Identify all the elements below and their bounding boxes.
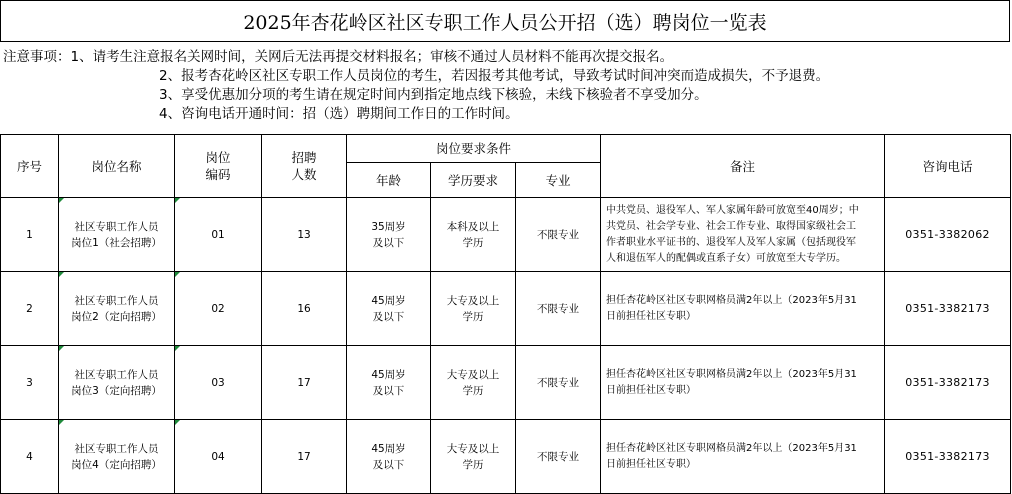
- header-remarks: 备注: [601, 135, 885, 198]
- cell-education: [431, 272, 516, 346]
- cell-education-line1: 大专及以上: [446, 294, 500, 307]
- header-count-line1: 招聘: [291, 150, 317, 165]
- cell-position-line1: 社区专职工作人员: [74, 442, 159, 455]
- cell-age-line1: 45周岁: [371, 368, 406, 381]
- cell-code: 01: [175, 198, 262, 272]
- cell-phone: 0351-3382173: [885, 420, 1011, 494]
- cell-phone: 0351-3382062: [885, 198, 1011, 272]
- header-count: [262, 135, 347, 198]
- cell-age-line1: 35周岁: [371, 220, 406, 233]
- table-row: [1, 272, 1011, 346]
- remark-line: 人和退伍军人的配偶或直系子女）可放宽至大专学历。: [606, 252, 847, 264]
- remark-line: 日前担任社区专职）: [606, 384, 697, 396]
- cell-position-line2: 岗位4（定向招聘）: [71, 458, 162, 471]
- notes-prefix: 注意事项：: [3, 49, 71, 65]
- header-requirements: 岗位要求条件: [347, 135, 601, 163]
- cell-education: [431, 198, 516, 272]
- cell-code: 03: [175, 346, 262, 420]
- table-row: [1, 420, 1011, 494]
- table-row: [1, 346, 1011, 420]
- cell-position-line2: 岗位3（定向招聘）: [71, 384, 162, 397]
- cell-seq: 4: [1, 420, 59, 494]
- cell-seq: 1: [1, 198, 59, 272]
- positions-table: [0, 134, 1011, 494]
- cell-position: [59, 346, 175, 420]
- cell-count: 17: [262, 420, 347, 494]
- header-seq: 序号: [1, 135, 59, 198]
- header-code: [175, 135, 262, 198]
- cell-major: 不限专业: [516, 420, 601, 494]
- header-education: 学历要求: [431, 163, 516, 198]
- cell-major: 不限专业: [516, 272, 601, 346]
- cell-age-line2: 及以下: [372, 236, 405, 249]
- header-phone: 咨询电话: [885, 135, 1011, 198]
- cell-phone: 0351-3382173: [885, 272, 1011, 346]
- cell-remarks: [601, 346, 885, 420]
- header-code-line2: 编码: [205, 167, 231, 182]
- cell-code: 04: [175, 420, 262, 494]
- cell-education-line1: 大专及以上: [446, 442, 500, 455]
- cell-major: 不限专业: [516, 198, 601, 272]
- remark-line: 担任杏花岭区社区专职网格员满2年以上（2023年5月31: [606, 294, 857, 306]
- cell-remarks: [601, 272, 885, 346]
- cell-education-line1: 本科及以上: [446, 220, 500, 233]
- cell-education: [431, 346, 516, 420]
- cell-major: 不限专业: [516, 346, 601, 420]
- cell-position-line1: 社区专职工作人员: [74, 368, 159, 381]
- header-position: 岗位名称: [59, 135, 175, 198]
- cell-position: [59, 198, 175, 272]
- cell-age-line1: 45周岁: [371, 442, 406, 455]
- cell-position-line1: 社区专职工作人员: [74, 294, 159, 307]
- cell-education-line2: 学历: [462, 310, 484, 323]
- cell-code: 02: [175, 272, 262, 346]
- cell-education-line1: 大专及以上: [446, 368, 500, 381]
- cell-age: [347, 346, 431, 420]
- header-code-line1: 岗位: [205, 150, 231, 165]
- note-line-1: [3, 48, 1008, 67]
- cell-age: [347, 420, 431, 494]
- cell-seq: 2: [1, 272, 59, 346]
- header-age: 年龄: [347, 163, 431, 198]
- header-count-line2: 人数: [291, 167, 317, 182]
- cell-age-line1: 45周岁: [371, 294, 406, 307]
- cell-age-line2: 及以下: [372, 458, 405, 471]
- cell-count: 17: [262, 346, 347, 420]
- note-item-1: 1、请考生注意报名关网时间，关网后无法再提交材料报名；审核不通过人员材料不能再次提交报名。: [70, 49, 674, 65]
- remark-line: 日前担任社区专职）: [606, 310, 697, 322]
- cell-age-line2: 及以下: [372, 310, 405, 323]
- cell-age-line2: 及以下: [372, 384, 405, 397]
- note-item-3: 3、享受优惠加分项的考生请在规定时间内到指定地点线下核验，未线下核验者不享受加分。: [159, 87, 708, 103]
- cell-remarks: [601, 198, 885, 272]
- remark-line: 作者职业水平证书的、退役军人及军人家属（包括现役军: [606, 236, 857, 248]
- remark-line: 担任杏花岭区社区专职网格员满2年以上（2023年5月31: [606, 368, 857, 380]
- cell-position-line1: 社区专职工作人员: [74, 220, 159, 233]
- remark-line: 中共党员、退役军人、军人家属年龄可放宽至40周岁；中: [606, 204, 859, 216]
- table-row: [1, 198, 1011, 272]
- note-item-2: 2、报考杏花岭区社区专职工作人员岗位的考生，若因报考其他考试，导致考试时间冲突而造成损失，不予退费。: [159, 68, 830, 84]
- cell-education-line2: 学历: [462, 458, 484, 471]
- cell-position-line2: 岗位2（定向招聘）: [71, 310, 162, 323]
- page-title: 2025年杏花岭区社区专职工作人员公开招（选）聘岗位一览表: [0, 0, 1010, 42]
- cell-age: [347, 198, 431, 272]
- cell-seq: 3: [1, 346, 59, 420]
- cell-age: [347, 272, 431, 346]
- remark-line: 担任杏花岭区社区专职网格员满2年以上（2023年5月31: [606, 442, 857, 454]
- cell-phone: 0351-3382173: [885, 346, 1011, 420]
- cell-position: [59, 420, 175, 494]
- cell-count: 16: [262, 272, 347, 346]
- cell-position: [59, 272, 175, 346]
- notes-section: [3, 48, 1008, 124]
- cell-remarks: [601, 420, 885, 494]
- cell-education: [431, 420, 516, 494]
- cell-education-line2: 学历: [462, 236, 484, 249]
- remark-line: 日前担任社区专职）: [606, 458, 697, 470]
- cell-education-line2: 学历: [462, 384, 484, 397]
- cell-count: 13: [262, 198, 347, 272]
- note-item-4: 4、咨询电话开通时间：招（选）聘期间工作日的工作时间。: [159, 106, 519, 122]
- remark-line: 共党员、社会学专业、社会工作专业、取得国家级社会工: [606, 220, 857, 232]
- header-major: 专业: [516, 163, 601, 198]
- cell-position-line2: 岗位1（社会招聘）: [71, 236, 162, 249]
